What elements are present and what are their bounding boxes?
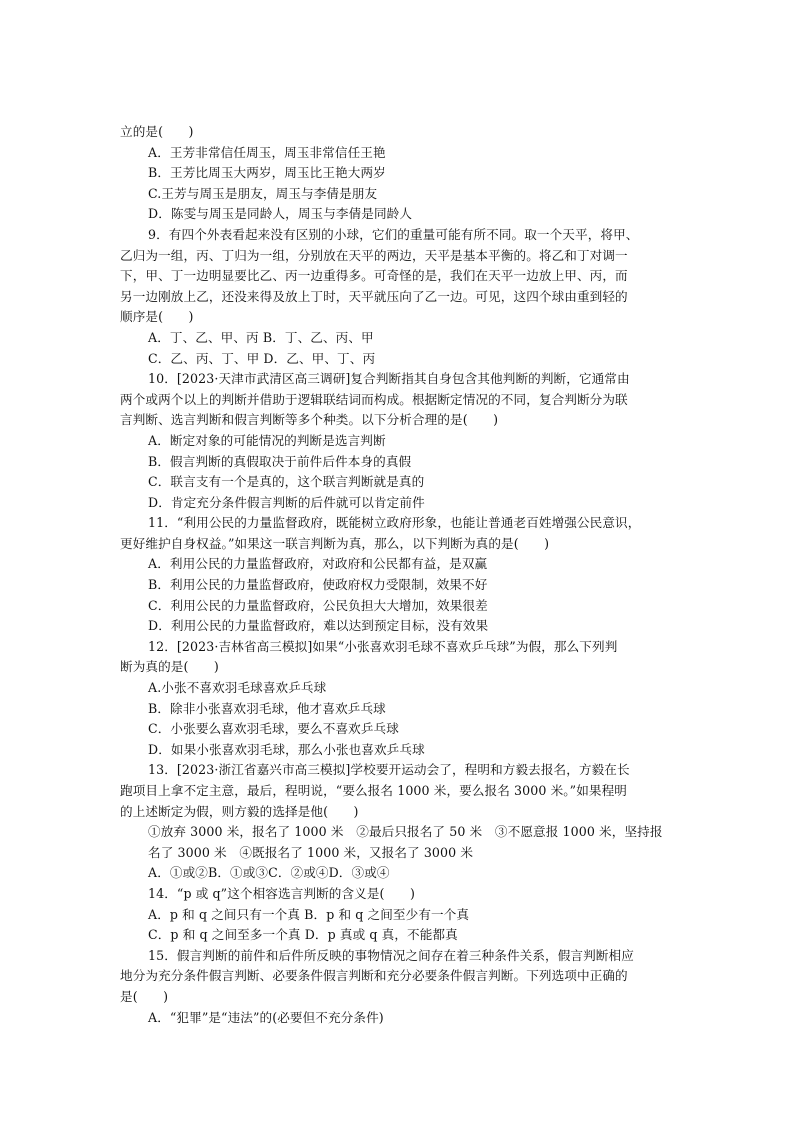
text-line: A．p 和 q 之间只有一个真 B．p 和 q 之间至少有一个真 <box>148 906 470 922</box>
text-line: 言判断、选言判断和假言判断等多个种类。以下分析合理的是( ) <box>120 412 499 428</box>
text-line: D．如果小张喜欢羽毛球，那么小张也喜欢乒乓球 <box>148 741 425 757</box>
text-line: D．陈雯与周玉是同龄人，周玉与李倩是同龄人 <box>148 206 413 222</box>
text-line: D．利用公民的力量监督政府，难以达到预定目标，没有效果 <box>148 618 489 634</box>
text-line: A．①或②B．①或③C．②或④D．③或④ <box>148 865 390 881</box>
text-line: 乙归为一组，丙、丁归为一组，分别放在天平的两边，天平是基本平衡的。将乙和丁对调一 <box>120 247 628 263</box>
text-line: 两个或两个以上的判断并借助于逻辑联结词而构成。根据断定情况的不同，复合判断分为联 <box>120 391 628 407</box>
text-line: ①放弃 3000 米，报名了 1000 米 ②最后只报名了 50 米 ③不愿意报 1000 米，坚持报 <box>148 824 663 840</box>
text-line: 下，甲、丁一边明显要比乙、丙一边重得多。可奇怪的是，我们在天平一边放上甲、丙，而 <box>120 268 628 284</box>
text-line: 13．[2023·浙江省嘉兴市高三模拟]学校要开运动会了，程明和方毅去报名，方毅在长 <box>148 762 630 778</box>
question-text-block <box>120 122 680 1028</box>
text-line: 的上述断定为假，则方毅的选择是他( ) <box>120 803 359 819</box>
text-line: 断为真的是( ) <box>120 659 219 675</box>
text-line: D．肯定充分条件假言判断的后件就可以肯定前件 <box>148 494 425 510</box>
text-line: 地分为充分条件假言判断、必要条件假言判断和充分必要条件假言判断。下列选项中正确的 <box>120 968 628 984</box>
text-line: 11．“利用公民的力量监督政府，既能树立政府形象，也能让普通老百姓增强公民意识， <box>148 515 641 531</box>
text-line: B．利用公民的力量监督政府，使政府权力受限制，效果不好 <box>148 577 488 593</box>
text-line: A．“犯罪”是“违法”的(必要但不充分条件) <box>148 1009 384 1025</box>
text-line: 名了 3000 米 ④既报名了 1000 米，又报名了 3000 米 <box>148 844 474 860</box>
text-line: A．利用公民的力量监督政府，对政府和公民都有益，是双赢 <box>148 556 488 572</box>
text-line: 立的是( ) <box>120 124 194 139</box>
text-line: 更好维护自身权益。”如果这一联言判断为真，那么，以下判断为真的是( ) <box>120 535 550 551</box>
text-line: 10．[2023·天津市武清区高三调研]复合判断指其自身包含其他判断的判断，它通常由 <box>148 371 630 387</box>
text-line: A．丁、乙、甲、丙 B．丁、乙、丙、甲 <box>148 329 374 345</box>
text-line: A．断定对象的可能情况的判断是选言判断 <box>148 432 386 448</box>
text-line: C．联言支有一个是真的，这个联言判断就是真的 <box>148 474 425 490</box>
text-line: 9．有四个外表看起来没有区别的小球，它们的重量可能有所不同。取一个天平，将甲、 <box>148 226 639 242</box>
text-line: 另一边刚放上乙，还没来得及放上丁时，天平就压向了乙一边。可见，这四个球由重到轻的 <box>120 288 628 304</box>
text-line: 跑项目上拿不定主意，最后，程明说，“要么报名 1000 米，要么报名 3000 米。”如果程明 <box>120 783 627 798</box>
text-line: 14．“p 或 q”这个相容选言判断的含义是( ) <box>148 885 415 901</box>
text-line: C．利用公民的力量监督政府，公民负担大大增加，效果很差 <box>148 597 488 613</box>
text-line: A．王芳非常信任周玉，周玉非常信任王艳 <box>148 144 386 160</box>
text-line: 15．假言判断的前件和后件所反映的事物情况之间存在着三种条件关系，假言判断相应 <box>148 947 634 963</box>
text-line: B．假言判断的真假取决于前件后件本身的真假 <box>148 453 412 469</box>
text-line: 是( ) <box>120 988 169 1004</box>
text-line: B．除非小张喜欢羽毛球，他才喜欢乒乓球 <box>148 700 386 716</box>
text-line: C．p 和 q 之间至多一个真 D．p 真或 q 真，不能都真 <box>148 927 458 943</box>
text-line: 12．[2023·吉林省高三模拟]如果“小张喜欢羽毛球不喜欢乒乓球”为假，那么下列判 <box>148 638 618 654</box>
text-line: A.小张不喜欢羽毛球喜欢乒乓球 <box>148 680 327 696</box>
text-line: B．王芳比周玉大两岁，周玉比王艳大两岁 <box>148 165 386 181</box>
text-line: C．小张要么喜欢羽毛球，要么不喜欢乒乓球 <box>148 721 399 737</box>
text-line: 顺序是( ) <box>120 309 194 325</box>
text-line: C.王芳与周玉是朋友，周玉与李倩是朋友 <box>148 185 378 201</box>
text-line: C．乙、丙、丁、甲 D．乙、甲、丁、丙 <box>148 350 376 366</box>
